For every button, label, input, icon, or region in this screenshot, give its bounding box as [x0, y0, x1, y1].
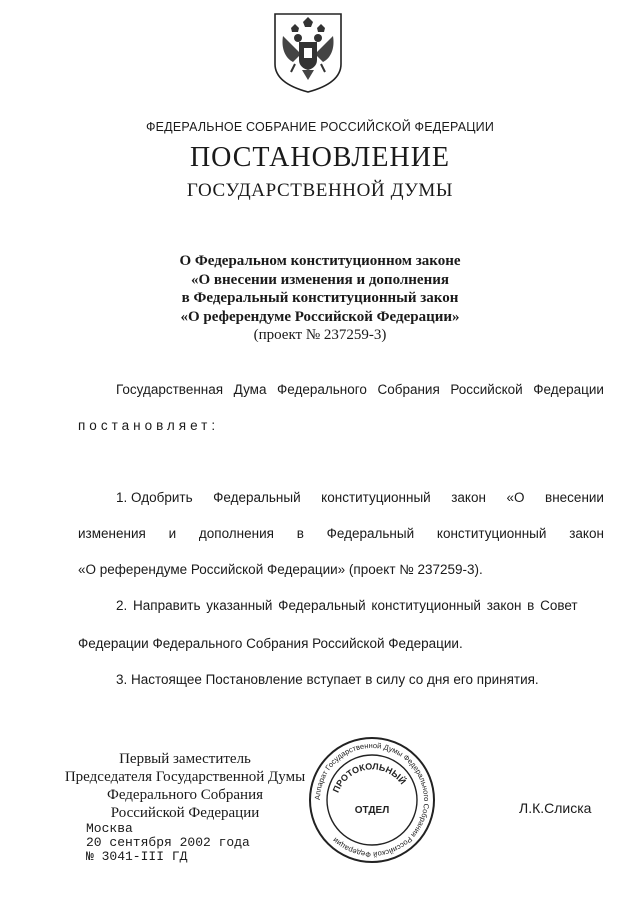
signatory-position [60, 750, 310, 822]
law-title-block [0, 252, 640, 345]
item-word: конституционный [321, 490, 431, 505]
item-word: изменения [78, 526, 146, 541]
item3-text: 3. Настоящее Постановление вступает в силу со дня его принятия. [116, 672, 539, 687]
place-date-block [86, 822, 250, 864]
signatory-name: Л.К.Слиска [519, 800, 592, 816]
item2-line2: Федерации Федерального Собрания Российской Федерации. [78, 636, 463, 651]
preamble-word: Федерации [533, 382, 604, 397]
document-number: № 3041-III ГД [86, 849, 188, 864]
document-title: ПОСТАНОВЛЕНИЕ [189, 142, 451, 173]
preamble-word: Федерального [277, 382, 367, 397]
item-word: закон [451, 490, 486, 505]
project-number: (проект № 237259-3) [253, 327, 387, 343]
item-word: конституционный [436, 526, 547, 541]
item-word: Федеральный [326, 526, 415, 541]
item1-line2 [78, 526, 604, 541]
state-emblem-icon [271, 12, 345, 94]
item1-line1 [116, 490, 604, 505]
item-word: дополнения [198, 526, 274, 541]
law-title-line: «О референдуме Российской Федерации» [180, 308, 460, 325]
preamble-line [116, 382, 604, 397]
preamble-word: Государственная [116, 382, 224, 397]
item-word: «О [506, 490, 525, 505]
organization-heading: ФЕДЕРАЛЬНОЕ СОБРАНИЕ РОССИЙСКОЙ ФЕДЕРАЦИИ [145, 120, 495, 134]
item-word: внесении [545, 490, 604, 505]
svg-text:Аппарат Государственной Думы Ф [313, 741, 431, 859]
resolution-verb: постановляет: [78, 418, 220, 433]
preamble-word: Дума [233, 382, 267, 397]
preamble-word: Российской [450, 382, 523, 397]
preamble-word: Собрания [377, 382, 440, 397]
city: Москва [86, 821, 133, 836]
item-word: закон [569, 526, 604, 541]
date: 20 сентября 2002 года [86, 835, 250, 850]
position-line: Председателя Государственной Думы [64, 769, 306, 785]
position-line: Российской Федерации [110, 805, 260, 821]
law-title-line: О Федеральном конституционном законе [179, 253, 461, 269]
item-word: и [168, 526, 177, 541]
law-title-line: в Федеральный конституционный закон [181, 290, 459, 306]
law-title-line: «О внесении изменения и дополнения [190, 271, 449, 288]
stamp-outer-text: Аппарат Государственной Думы Федерального Собрания Российской Федерации [312, 740, 432, 860]
item2-line1: 2. Направить указанный Федеральный конституционный закон в Совет [116, 598, 578, 613]
official-stamp [307, 735, 437, 865]
stamp-center-text: ОТДЕЛ [354, 805, 390, 816]
item-word: Федеральный [213, 490, 301, 505]
stamp-inner-text: ПРОТОКОЛЬНЫЙ [330, 761, 408, 795]
position-line: Первый заместитель [119, 751, 251, 767]
document-subtitle: ГОСУДАРСТВЕННОЙ ДУМЫ [186, 180, 454, 201]
item-word: 1. Одобрить [116, 490, 193, 505]
item1-line3: «О референдуме Российской Федерации» (проект № 237259-3). [78, 562, 483, 577]
item-word: в [296, 526, 304, 541]
position-line: Федерального Собрания [106, 787, 264, 803]
